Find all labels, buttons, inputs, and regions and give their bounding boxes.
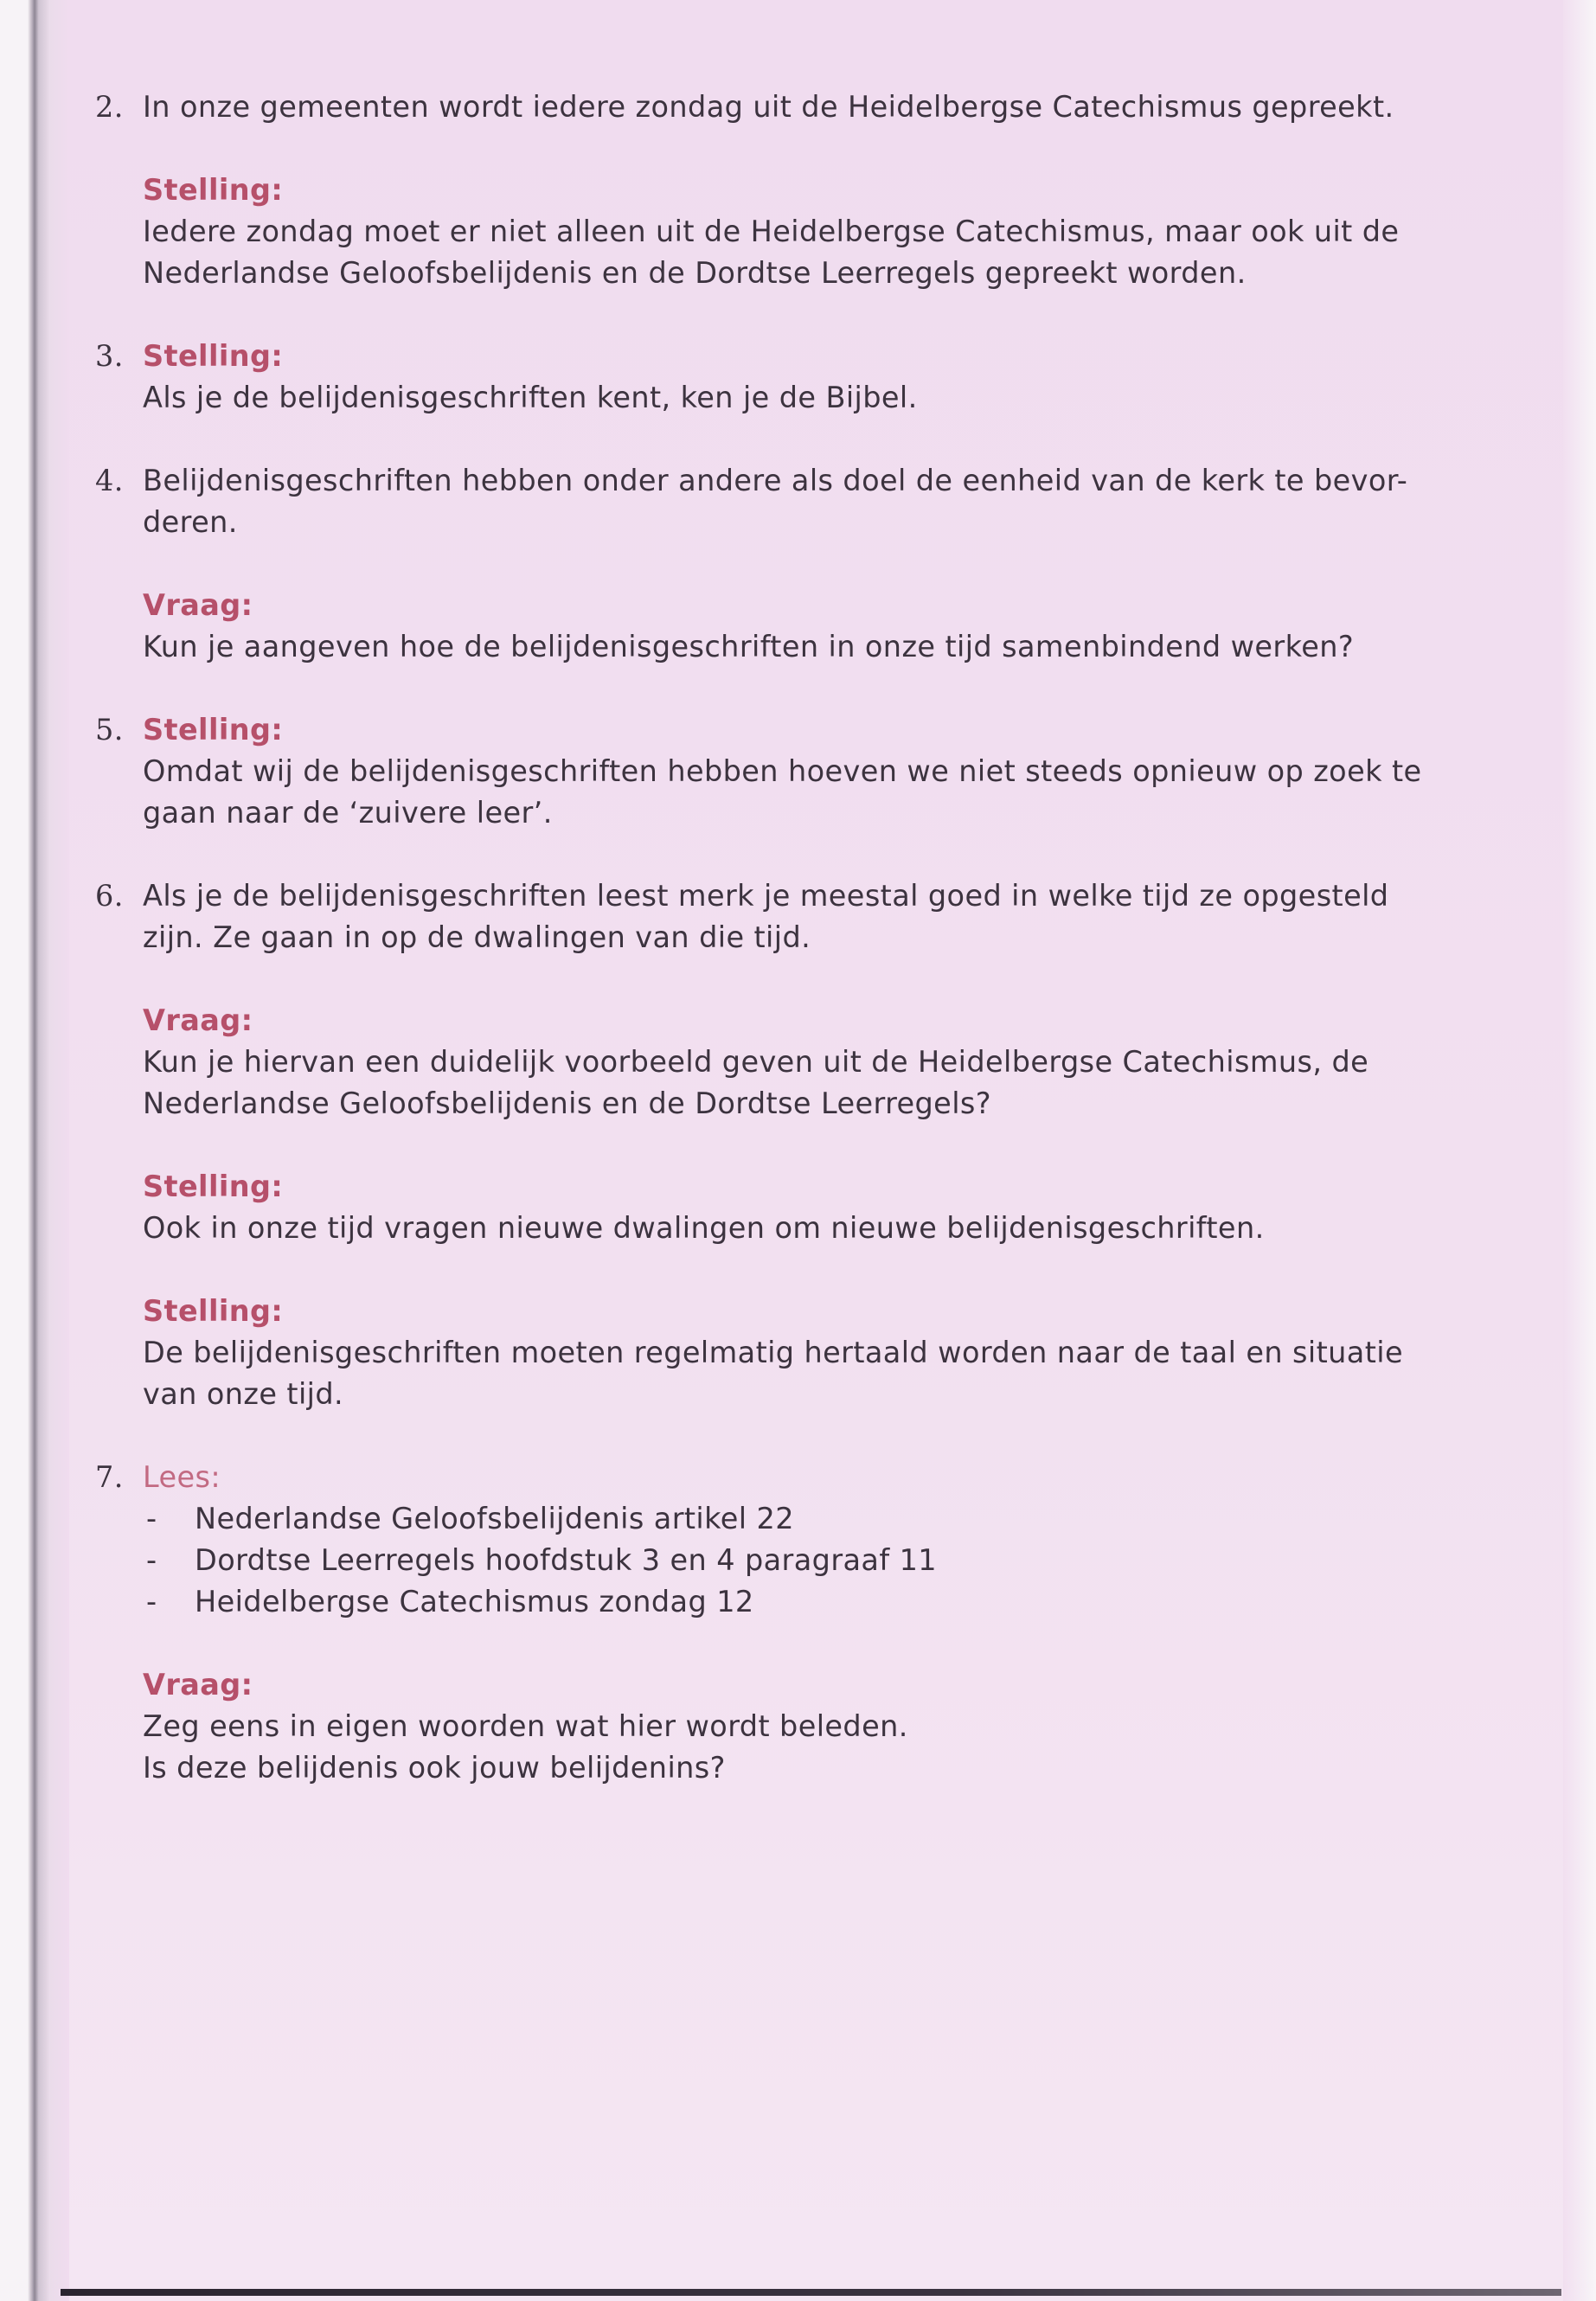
item-text: In onze gemeenten wordt iedere zondag uit de Heidelbergse Catechismus gepreekt.	[143, 90, 1394, 124]
stelling-label: Stelling:	[143, 339, 284, 373]
stelling-label: Stelling:	[143, 173, 284, 207]
stelling-line: Als je de belijdenisgeschriften kent, ken je de Bijbel.	[143, 381, 918, 414]
reading-list-item: - Nederlandse Geloofsbelijdenis artikel 22	[143, 1498, 1479, 1540]
reading-list-item: - Dordtse Leerregels hoofdstuk 3 en 4 paragraaf 11	[143, 1540, 1479, 1581]
reading-list-item: - Heidelbergse Catechismus zondag 12	[143, 1581, 1479, 1623]
stelling-label: Stelling:	[143, 1294, 284, 1328]
item-text: zijn. Ze gaan in op de dwalingen van die tijd.	[143, 920, 811, 954]
item-number: 7.	[95, 1460, 124, 1494]
book-spine	[0, 0, 69, 2301]
stelling-line: De belijdenisgeschriften moeten regelmatig hertaald worden naar de taal en situatie	[143, 1336, 1403, 1369]
stelling-line: Omdat wij de belijdenisgeschriften hebben hoeven we niet steeds opnieuw op zoek te	[143, 754, 1422, 788]
item-3	[95, 336, 1479, 419]
item-number: 4.	[95, 464, 124, 497]
item-number: 2.	[95, 90, 124, 124]
stelling-line: van onze tijd.	[143, 1377, 344, 1411]
question-list	[95, 87, 1479, 1789]
vraag-line: Kun je hiervan een duidelijk voorbeeld geven uit de Heidelbergse Catechismus, de	[143, 1045, 1369, 1079]
item-number: 3.	[95, 339, 124, 373]
item-text: Belijdenisgeschriften hebben onder andere als doel de eenheid van de kerk te bevor-	[143, 464, 1408, 497]
reading-list	[143, 1498, 1479, 1623]
bullet-dash: -	[146, 1502, 157, 1535]
item-4	[95, 460, 1479, 668]
item-text: deren.	[143, 505, 238, 539]
page-edge-right	[1563, 0, 1596, 2301]
bullet-dash: -	[146, 1543, 157, 1577]
vraag-line: Is deze belijdenis ook jouw belijdenins?	[143, 1751, 726, 1785]
lees-label: Lees:	[143, 1460, 221, 1494]
stelling-line: Ook in onze tijd vragen nieuwe dwalingen om nieuwe belijdenisgeschriften.	[143, 1211, 1265, 1245]
vraag-label: Vraag:	[143, 1668, 253, 1702]
stelling-label: Stelling:	[143, 713, 284, 747]
item-7	[95, 1457, 1479, 1789]
stelling-line: Iedere zondag moet er niet alleen uit de Heidelbergse Catechismus, maar ook uit de	[143, 215, 1400, 248]
vraag-label: Vraag:	[143, 1003, 253, 1037]
item-5	[95, 709, 1479, 834]
item-text: Als je de belijdenisgeschriften leest merk je meestal goed in welke tijd ze opgesteld	[143, 879, 1389, 913]
stelling-line: Nederlandse Geloofsbelijdenis en de Dordtse Leerregels gepreekt worden.	[143, 256, 1247, 290]
item-number: 6.	[95, 879, 124, 913]
item-2	[95, 87, 1479, 294]
vraag-line: Kun je aangeven hoe de belijdenisgeschriften in onze tijd samenbindend werken?	[143, 630, 1355, 663]
item-6	[95, 875, 1479, 1415]
item-number: 5.	[95, 713, 124, 747]
vraag-line: Nederlandse Geloofsbelijdenis en de Dordtse Leerregels?	[143, 1086, 991, 1120]
vraag-label: Vraag:	[143, 588, 253, 622]
vraag-line: Zeg eens in eigen woorden wat hier wordt beleden.	[143, 1709, 908, 1743]
stelling-label: Stelling:	[143, 1170, 284, 1203]
bullet-dash: -	[146, 1585, 157, 1618]
page-edge-bottom	[61, 2289, 1561, 2296]
stelling-line: gaan naar de ‘zuivere leer’.	[143, 796, 553, 830]
